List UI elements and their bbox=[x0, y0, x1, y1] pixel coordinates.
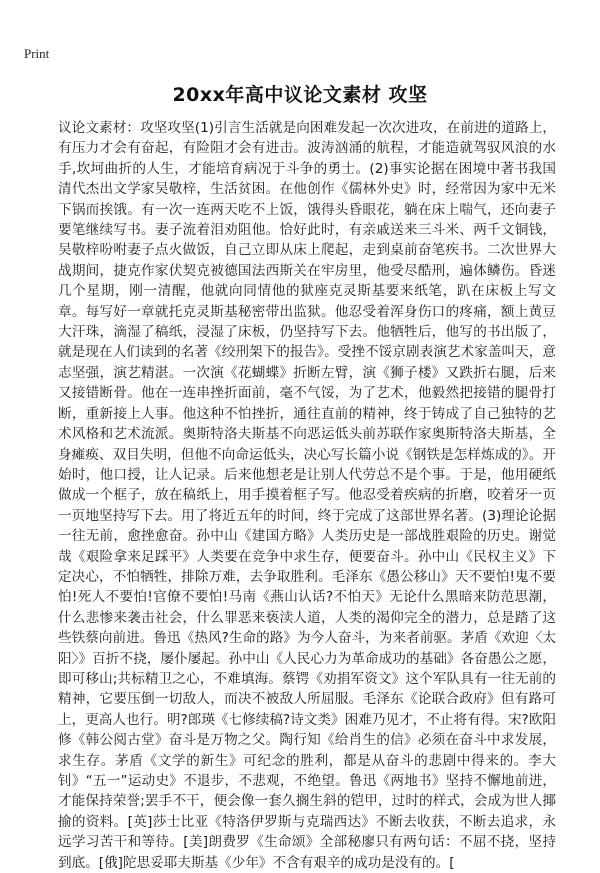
body-paragraph: 议论文素材：攻坚攻坚(1)引言生活就是向困难发起一次次进攻，在前进的道路上，有压力才会有奋起，有险阻才会有进击。波涛汹涌的航程，才能造就驾驭风浪的水手,坎坷曲折的人生，才能培育病况于斗争的勇士。(2)事实论据在困境中著书我国清代杰出文学家吴敬梓，生活贫困。在他创作《儒林外史》时，经常因为家中无米下锅而挨饿。有一次一连两天吃不上饭，饿得头昏眼花，躺在床上喘气，还向妻子要笔继续写书。妻子流着泪劝阻他。恰好此时，有亲戚送来三斗米、两千文铜钱，吴敬梓吩咐妻子点火做饭，自己立即从床上爬起，走到桌前奋笔疾书。二次世界大战期间，捷克作家伏契克被德国法西斯关在牢房里，他受尽酷刑，遍体鳞伤。昏迷几个星期，刚一清醒，他就向同情他的狱座克灵斯基要来纸笔，趴在床板上写文章。每写好一章就托克灵斯基秘密带出监狱。他忍受着浑身伤口的疼痛，额上黄豆大汗珠，滴湿了稿纸，浸湿了床板，仍坚持写下去。他牺牲后，他写的书出版了，就是现在人们读到的名著《绞刑架下的报告》。受挫不馁京剧表演艺术家盖叫天，意志坚强，演艺精湛。一次演《花蝴蝶》折断左臂，演《狮子楼》又跌折右腿，后来又接错断骨。他在一连串挫折面前，毫不气馁，为了艺术，他毅然把接错的腿骨打断，重新接上人事。他这种不怕挫折，通往直前的精神，终于铸成了自己独特的艺术风格和艺术流派。奥斯特洛夫斯基不向恶运低头前苏联作家奥斯特洛夫斯基，全身瘫痪、双目失明，但他不向命运低头，决心写长篇小说《钢铁是怎样炼成的》。开始时，他口授，让人记录。后来他想老是让别人代劳总不是个事。于是，他用硬纸做成一个框子，放在稿纸上，用手摸着框子写。他忍受着疾病的折磨，咬着牙一页一页地坚持写下去。用了将近五年的时间，终于完成了这部世界名著。(3)理论论据一往无前，愈挫愈奋。孙中山《建国方略》人类历史是一部战胜艰险的历史。谢觉哉《艰险拿来足踩平》人类要在竞争中求生存，便要奋斗。孙中山《民权主义》下定决心，不怕牺牲，排除万难，去争取胜利。毛泽东《愚公移山》天不要怕!鬼不要怕!死人不要怕!官僚不要怕!马南《燕山认话?不怕天》无论什么黑暗来防范思潮，什么悲惨来袭击社会，什么罪恶来亵渎人道，人类的渴仰完全的潜力，总是踏了这些铁蔡向前进。鲁迅《热风?生命的路》为今人奋斗，为来者前驱。茅盾《欢迎〈太阳〉》百折不挠，屡仆屡起。孙中山《人民心力为革命成功的基础》各奋愚公之愿，即可移山;共标精卫之心，不难填海。蔡锷《劝捐军资文》这个军队具有一往无前的精神，它要压倒一切敌人，而决不被敌人所屈服。毛泽东《论联合政府》但有路可上，更高人也行。明?郎瑛《七修续稿?诗文类》困难乃见才，不止将有得。宋?欧阳修《韩公阅古堂》奋斗是万物之父。陶行知《给肖生的信》必须在奋斗中求发展，求生存。茅盾《文学的新生》可纪念的胜利，都是从奋斗的悲剧中得来的。李大钊》“五一”运动史》不退步，不悲观，不绝望。鲁迅《两地书》坚持不懈地前进，才能保持荣誉;罢手不干，便会像一套久搁生斜的铠甲，过时的样式，会成为世人揶揄的资料。[英]莎士比亚《特洛伊罗斯与克瑞西达》不断去收获，不断去追求，永远学习苦干和等待。[美]朗费罗《生命颂》全部秘廖只有两句话：不屈不挠，坚持到底。[俄]陀思妥耶夫斯基《少年》不含有艰辛的成功是没有的。[ bbox=[58, 120, 556, 871]
document-body bbox=[58, 118, 556, 873]
print-label: Print bbox=[24, 46, 50, 61]
document-title: 20xx年高中议论文素材 攻坚 bbox=[172, 84, 428, 106]
